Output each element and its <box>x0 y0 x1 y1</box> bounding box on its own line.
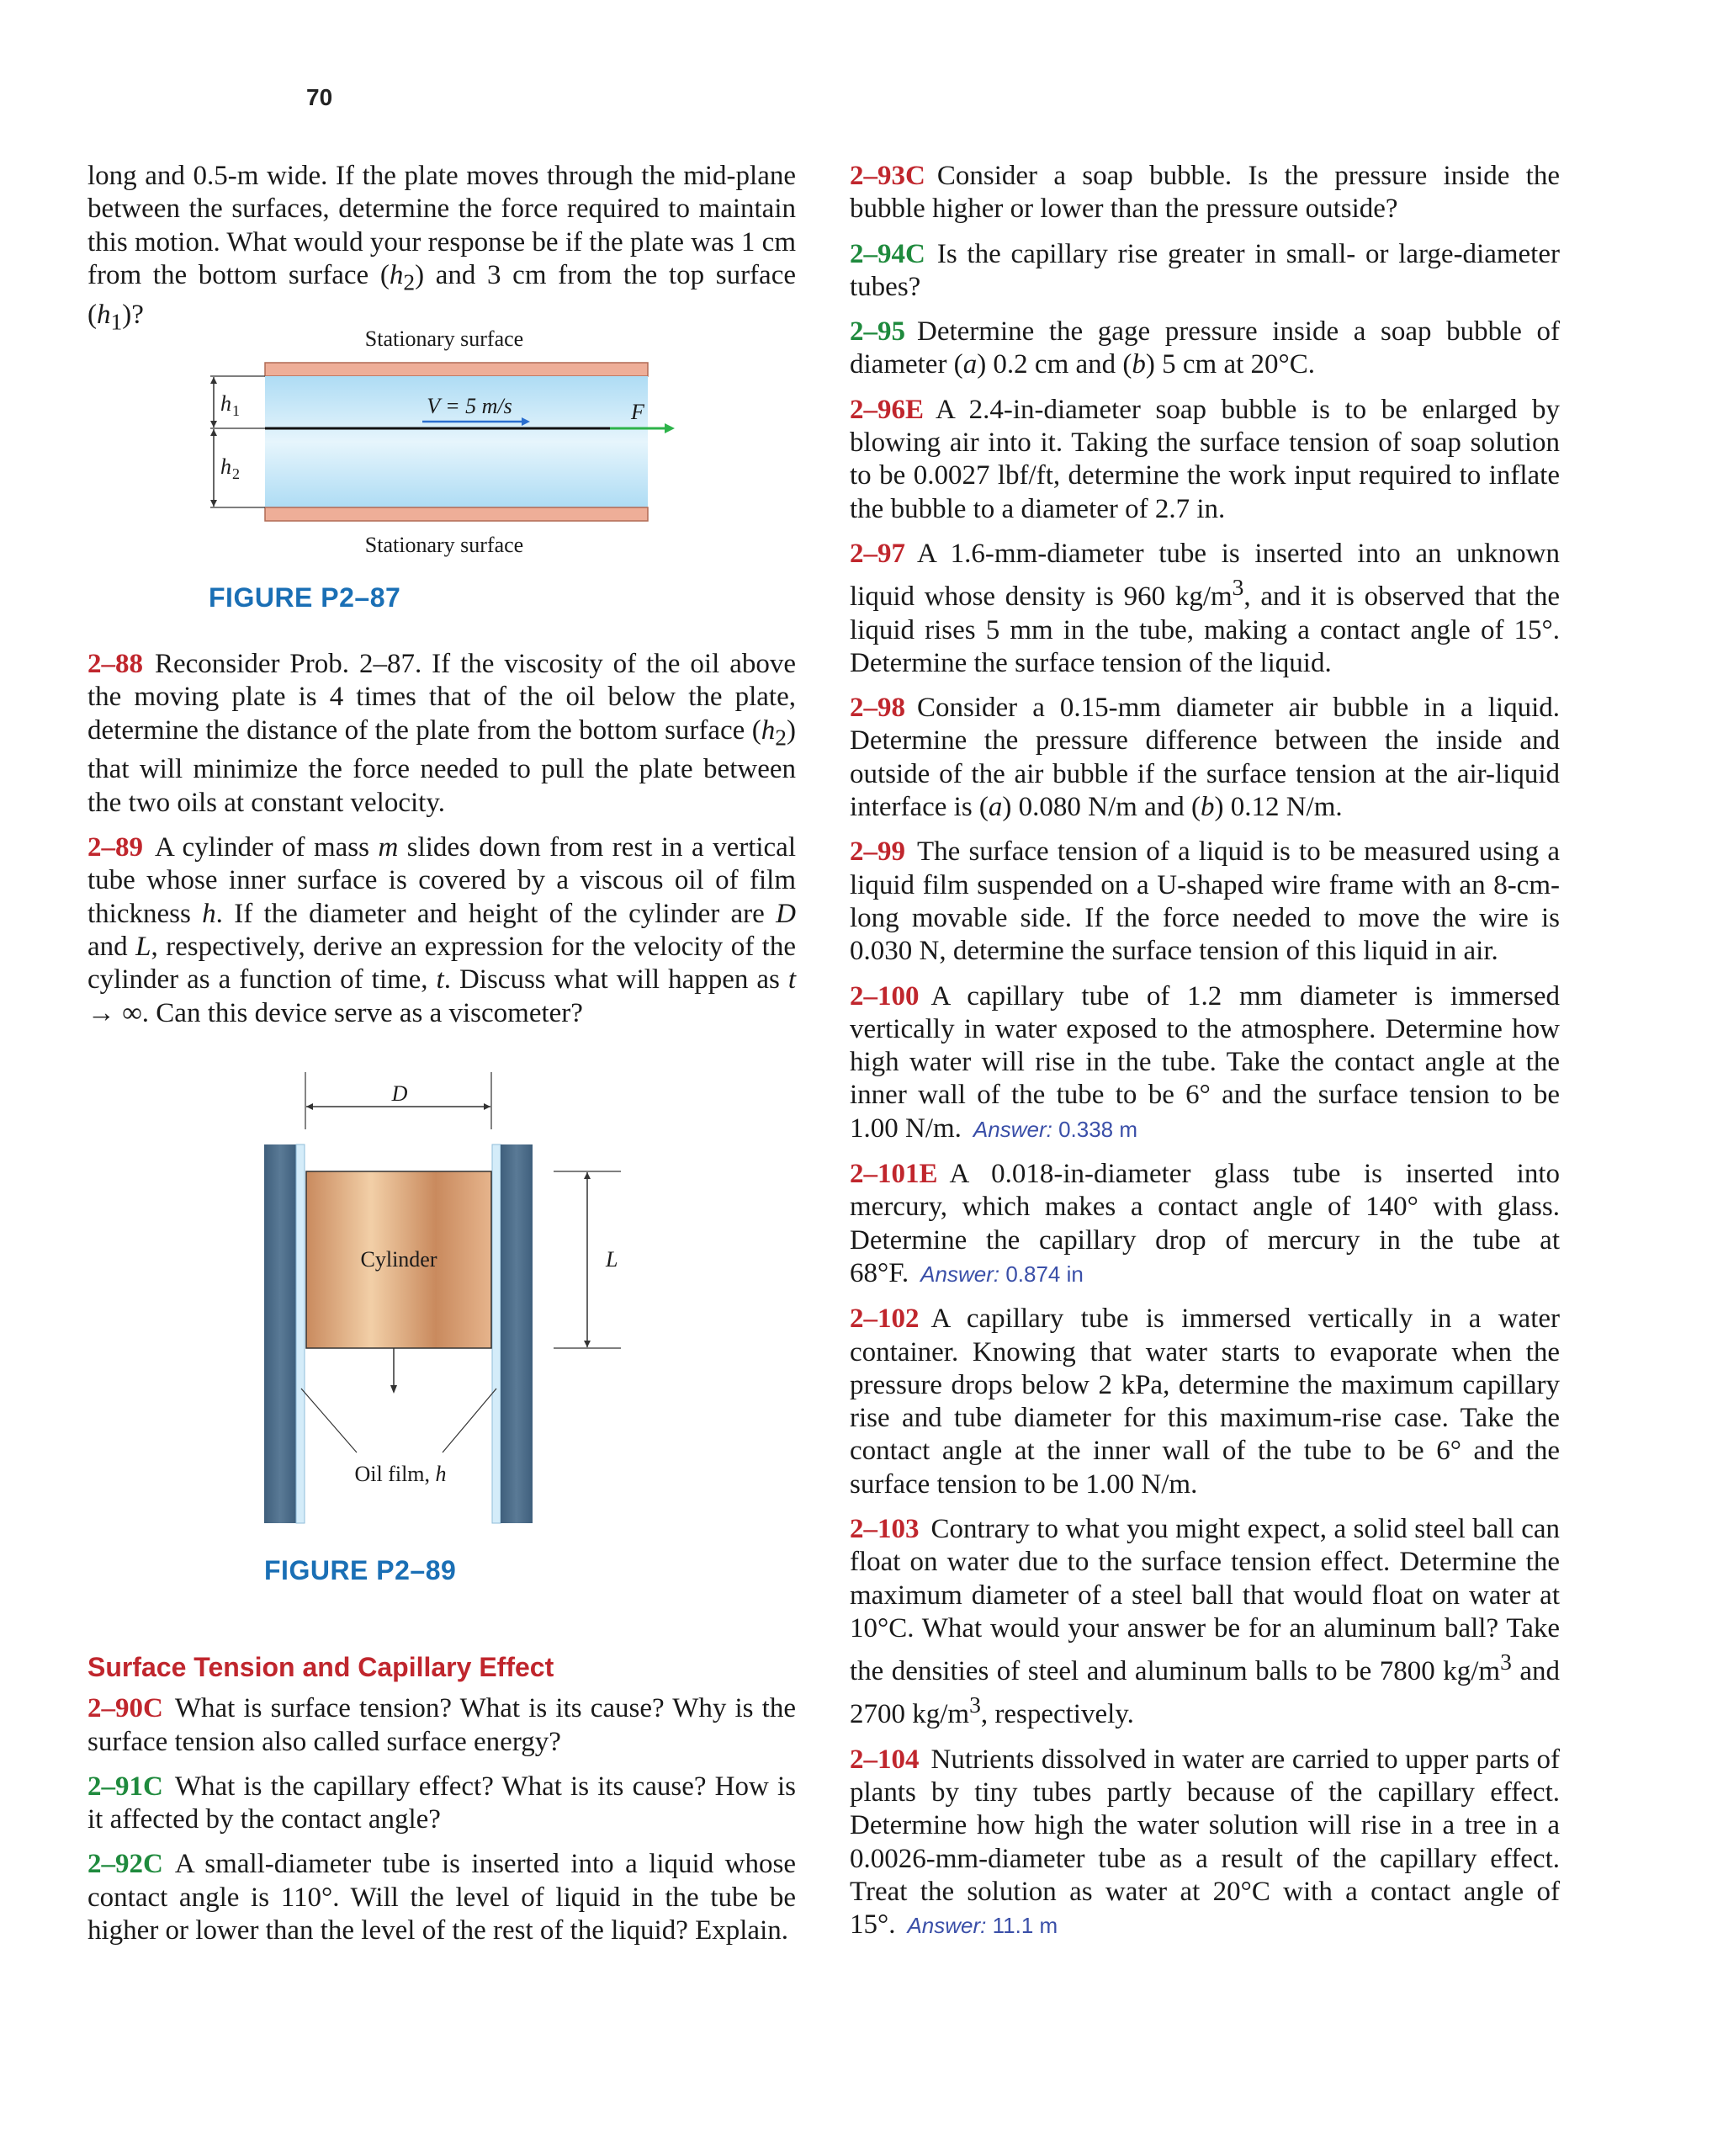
cylinder-label: Cylinder <box>360 1247 437 1272</box>
problem-2-88: 2–88 Reconsider Prob. 2–87. If the viscosity of the oil above the moving plate is 4 times that of the oil below the plate, determine the distance of the plate from the bottom surface $(h_2)$ that will minimize the force needed to pull the plate between the two oils at constant velocity. <box>87 649 796 818</box>
h2-arrow-bottom <box>210 500 217 507</box>
left-column-problems-a <box>87 648 796 1042</box>
problem-2-94c: 2–94C Is the capillary rise greater in small- or large-diameter tubes? <box>850 238 1560 302</box>
intro-paragraph: long and 0.5-m wide. If the plate moves through the mid-plane between the surfaces, determine the force required to maintain this motion. What would your response be if the plate was 1 cm from the bottom surface $(h_2)$ and 3 cm from the top surface $(h_1)$? <box>87 161 796 335</box>
section-title: Surface Tension and Capillary Effect <box>87 1652 554 1682</box>
problem-2-92c: 2–92C A small-diameter tube is inserted into a liquid whose contact angle is 110°. Will the level of liquid in the tube be higher or lower than the level of the rest of the liquid? Explain. <box>87 1849 796 1946</box>
figure-p2-87-drawing <box>126 318 732 604</box>
l-label: L <box>606 1247 618 1272</box>
d-label: D <box>391 1081 408 1106</box>
d-arrow-right <box>484 1103 490 1110</box>
page-number: 70 <box>306 84 333 110</box>
h2-subscript: 2 <box>232 465 240 482</box>
problem-number: 2–89 <box>87 832 143 863</box>
problem-2-96e: 2–96E A 2.4-in-diameter soap bubble is to be enlarged by blowing air into it. Taking the surface tension of soap solution to be 0.0027 lbf/ft, determine the work input required to inflate the bubble to a diameter of 2.7 in. <box>850 394 1560 524</box>
answer: Answer: 11.1 m <box>907 1913 1058 1939</box>
problem-number: 2–103 <box>850 1513 920 1544</box>
problem-number: 2–100 <box>850 980 920 1012</box>
figure-p2-89 <box>252 1062 639 1533</box>
oil-film-leader-left <box>301 1389 357 1452</box>
top-surface-label: Stationary surface <box>364 327 524 351</box>
problem-2-97: 2–97 A 1.6-mm-diameter tube is inserted into an unknown liquid whose density is 960 $kg/m^3$, and it is observed that the liquid rises 5 mm in the tube, making a contact angle of 15°. Determine the surface tension of the liquid. <box>850 538 1560 678</box>
problem-number: 2–102 <box>850 1304 920 1335</box>
oil-film-label: Oil film, h <box>354 1462 447 1486</box>
bottom-stationary-plate <box>265 507 648 521</box>
left-column-problems-b <box>87 1651 796 1959</box>
right-oil-film <box>492 1144 501 1523</box>
problem-2-103: 2–103 Contrary to what you might expect, a solid steel ball can float on water due to the surface tension effect. Determine the maximum diameter of a steel ball that would float on water at 10°C. What would your answer be for an aluminum ball? Take the densities of steel and aluminum balls to be 7800 $kg/m^3$ and 2700 $kg/m^3$, respectively. <box>850 1513 1560 1730</box>
h2-label: h <box>220 454 231 479</box>
h1-arrow-bottom <box>210 421 217 427</box>
problem-number: 2–96E <box>850 394 925 425</box>
l-arrow-top <box>584 1172 591 1179</box>
problem-2-93c: 2–93C Consider a soap bubble. Is the pressure inside the bubble higher or lower than the pressure outside? <box>850 161 1560 225</box>
problem-number: 2–92C <box>87 1849 163 1880</box>
problem-number: 2–94C <box>850 238 925 269</box>
figure-p2-89-drawing <box>252 1062 639 1533</box>
force-label: F <box>631 400 644 424</box>
problem-number: 2–95 <box>850 316 905 348</box>
left-tube-wall <box>264 1144 296 1523</box>
figure-p2-87-caption: FIGURE P2–87 <box>209 582 401 613</box>
h1-arrow-top <box>210 377 217 384</box>
problem-2-102: 2–102 A capillary tube is immersed vertically in a water container. Knowing that water starts to evaporate when the pressure drops below 2 kPa, determine the maximum capillary rise and tube diameter for this maximum-rise case. Take the contact angle at the inner wall of the tube to be 6° and the surface tension to be 1.00 N/m. <box>850 1304 1560 1500</box>
left-oil-film <box>296 1144 305 1523</box>
problem-2-91c: 2–91C What is the capillary effect? What is its cause? How is it affected by the contact angle? <box>87 1771 796 1835</box>
problem-2-100: 2–100 A capillary tube of 1.2 mm diameter is immersed vertically in water exposed to the atmosphere. Determine how high water will rise in the tube. Take the contact angle at the inner wall of the tube to be 6° and the surface tension to be 1.00 N/m. Answer: 0.338 m <box>850 980 1560 1144</box>
answer: Answer: 0.338 m <box>973 1116 1138 1142</box>
problem-number: 2–93C <box>850 161 925 191</box>
problem-2-99: 2–99 The surface tension of a liquid is to be measured using a liquid film suspended on a U-shaped wire frame with an 8-cm-long movable side. If the force needed to move the wire is 0.030 N, determine the surface tension of this liquid in air. <box>850 836 1560 967</box>
figure-p2-87 <box>126 318 732 604</box>
right-column <box>850 160 1560 1955</box>
problem-number: 2–88 <box>87 649 143 679</box>
top-stationary-plate <box>265 363 648 376</box>
problem-2-95: 2–95 Determine the gage pressure inside a soap bubble of diameter (a) 0.2 cm and (b) 5 cm at 20°C. <box>850 316 1560 380</box>
oil-film-leader-right <box>443 1389 496 1452</box>
velocity-down-arrowhead <box>390 1385 397 1394</box>
problem-number: 2–99 <box>850 836 905 868</box>
problem-number: 2–91C <box>87 1771 163 1802</box>
problem-number: 2–98 <box>850 693 905 724</box>
bottom-surface-label: Stationary surface <box>364 533 524 557</box>
h2-arrow-top <box>210 429 217 436</box>
d-arrow-left <box>306 1103 313 1110</box>
velocity-label: V = 5 m/s <box>427 394 512 418</box>
problem-2-98: 2–98 Consider a 0.15-mm diameter air bubble in a liquid. Determine the pressure difference between the inside and outside of the air bubble if the surface tension at the air-liquid interface is (a) 0.080 N/m and (b) 0.12 N/m. <box>850 693 1560 823</box>
l-arrow-bottom <box>584 1341 591 1347</box>
h1-label: h <box>220 391 231 416</box>
figure-p2-89-caption: FIGURE P2–89 <box>264 1555 457 1585</box>
force-arrow-head <box>665 423 675 433</box>
problem-2-89: 2–89 A cylinder of mass m slides down from rest in a vertical tube whose inner surface is covered by a viscous oil of film thickness h. If the diameter and height of the cylinder are D and L, respectively, derive an expression for the velocity of the cylinder as a function of time, t. Discuss what will happen as t → ∞. Can this device serve as a viscometer? <box>87 832 796 1028</box>
h1-subscript: 1 <box>232 402 240 419</box>
problem-number: 2–101E <box>850 1159 938 1190</box>
right-tube-wall <box>501 1144 533 1523</box>
problem-2-104: 2–104 Nutrients dissolved in water are carried to upper parts of plants by tiny tubes partly because of the capillary effect. Determine how high the water solution will rise in a tree in a 0.0026-mm-diameter tube as a result of the capillary effect. Treat the solution as water at 20°C with a contact angle of 15°. Answer: 11.1 m <box>850 1744 1560 1941</box>
problem-2-90c: 2–90C What is surface tension? What is its cause? Why is the surface tension also called surface energy? <box>87 1693 796 1757</box>
problem-number: 2–104 <box>850 1744 920 1775</box>
problem-2-101e: 2–101E A 0.018-in-diameter glass tube is inserted into mercury, which makes a contact angle of 140° with glass. Determine the capillary drop of mercury in the tube at 68°F. Answer: 0.874 in <box>850 1159 1560 1288</box>
left-column <box>87 160 796 338</box>
answer: Answer: 0.874 in <box>920 1261 1084 1287</box>
problem-number: 2–97 <box>850 538 905 569</box>
problem-number: 2–90C <box>87 1693 163 1724</box>
